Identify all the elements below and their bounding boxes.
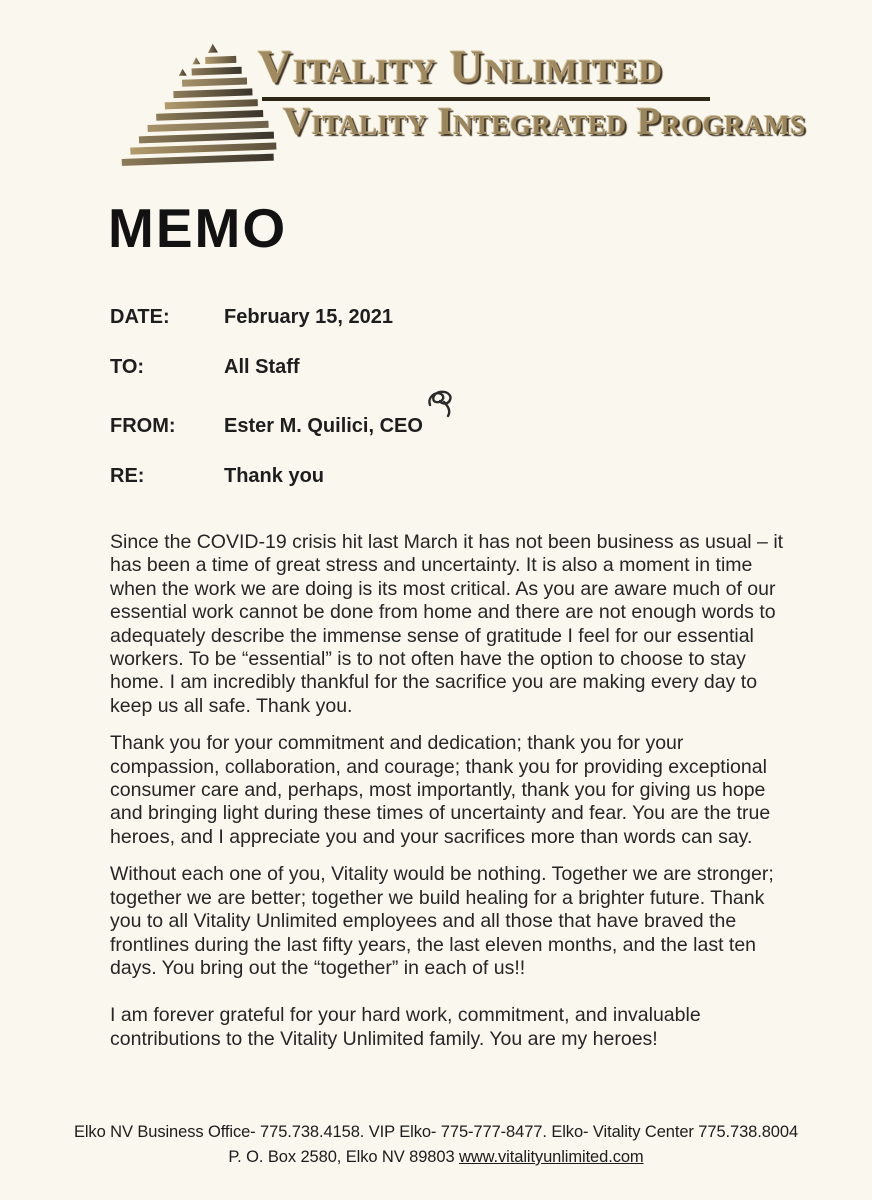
meta-label-date: DATE: <box>110 306 170 328</box>
footer-address: P. O. Box 2580, Elko NV 89803 <box>228 1148 455 1166</box>
meta-value-date: February 15, 2021 <box>224 306 393 328</box>
body-paragraph: I am forever grateful for your hard work, commitment, and invaluable contributions to the Vitality Unlimited family. You are my heroes! <box>110 1004 701 1050</box>
brand-subtitle: Vitality Integrated Programs <box>283 100 806 143</box>
body-paragraph: Thank you for your commitment and dedication; thank you for your compassion, collaboration, and courage; thank you for providing exceptional consumer care and, perhaps, most importantly, thank you for giving us hope and bringing light during these times of uncertainty and fear. You are the true heroes, and I appreciate you and your sacrifices more than words can say. <box>110 732 771 848</box>
meta-label-from: FROM: <box>110 415 176 437</box>
footer-line2 <box>0 1145 872 1170</box>
memo-heading: MEMO <box>108 197 288 259</box>
body-paragraph: Without each one of you, Vitality would be nothing. Together we are stronger; together we are better; together we build healing for a brighter future. Thank you to all Vitality Unlimited employees and all those that have braved the frontlines during the last fifty years, the last eleven months, and the last ten days. You bring out the “together” in each of us!! <box>110 863 774 979</box>
meta-row-to <box>110 352 457 383</box>
memo-meta <box>110 302 457 511</box>
footer-line1: Elko NV Business Office- 775.738.4158. VIP Elko- 775-777-8477. Elko- Vitality Center 775.738.8004 <box>73 1123 799 1141</box>
brand-title: Vitality Unlimited <box>258 41 664 93</box>
meta-row-re <box>110 461 457 492</box>
meta-label-re: RE: <box>110 465 145 487</box>
meta-row-date <box>110 302 457 333</box>
meta-value-re: Thank you <box>224 465 325 487</box>
meta-value-from: Ester M. Quilici, CEO <box>224 415 423 437</box>
meta-value-to: All Staff <box>224 356 300 378</box>
meta-row-from <box>110 402 457 442</box>
memo-body <box>110 531 786 1065</box>
body-paragraph: Since the COVID-19 crisis hit last March it has not been business as usual – it has been a time of great stress and uncertainty. It is also a moment in time when the work we are doing is its most critical. As you are aware much of our essential work cannot be done from home and there are not enough words to adequately describe the immense sense of gratitude I feel for our essential workers. To be “essential” is to not often have the option to choose to stay home. I am incredibly thankful for the sacrifice you are making every day to keep us all safe. Thank you. <box>110 531 784 717</box>
memo-footer <box>0 1120 872 1170</box>
meta-label-to: TO: <box>110 356 145 378</box>
website-link[interactable]: www.vitalityunlimited.com <box>459 1148 644 1166</box>
handwritten-initials-scribble-icon <box>424 389 458 419</box>
